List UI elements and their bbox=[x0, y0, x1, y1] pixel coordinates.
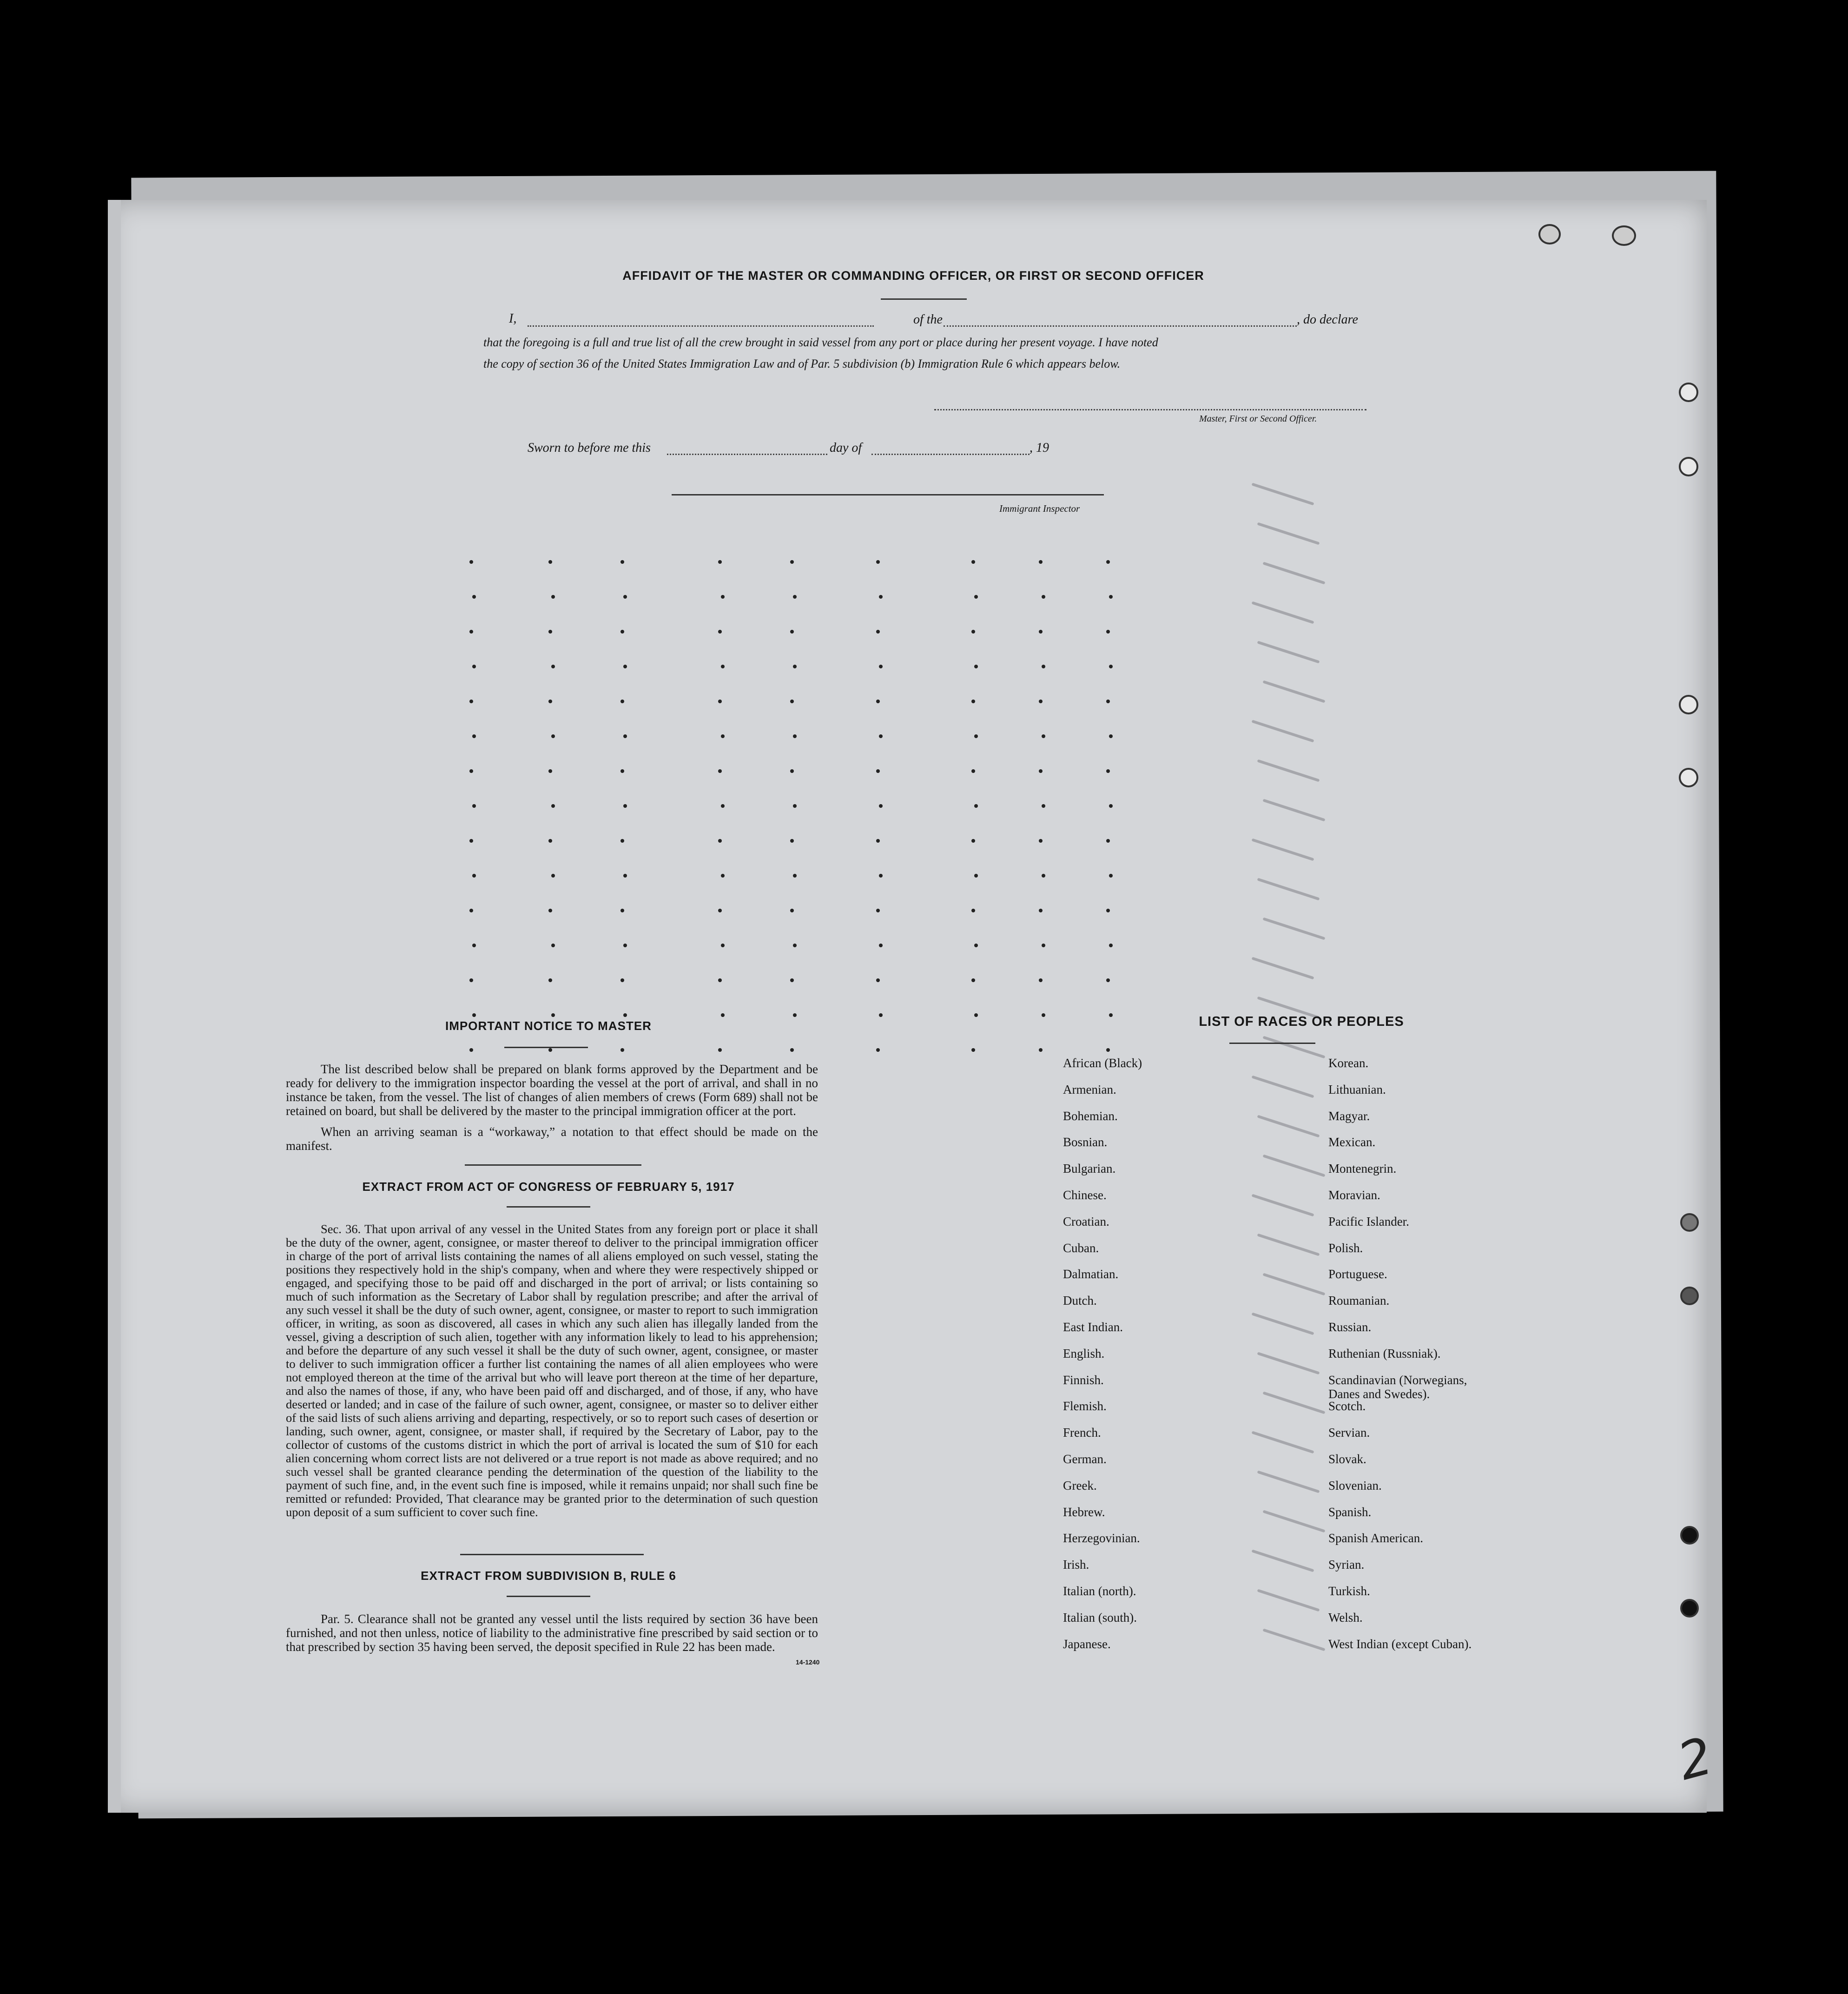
race-item: Pacific Islander. bbox=[1328, 1214, 1409, 1228]
grid-dot bbox=[1109, 665, 1113, 668]
binder-hole bbox=[1680, 1526, 1699, 1545]
race-item: English. bbox=[1063, 1346, 1105, 1360]
grid-dot bbox=[548, 700, 552, 703]
binder-hole bbox=[1538, 224, 1561, 244]
grid-dot bbox=[718, 630, 722, 634]
handwritten-page-number: 2 bbox=[1671, 1726, 1719, 1792]
grid-dot bbox=[620, 630, 624, 634]
grid-dot bbox=[718, 769, 722, 773]
grid-dot bbox=[1042, 595, 1045, 599]
race-item: Moravian. bbox=[1328, 1188, 1380, 1202]
affidavit-line1-middle: of the bbox=[913, 312, 943, 327]
race-item: Syrian. bbox=[1328, 1558, 1365, 1572]
grid-dot bbox=[472, 734, 476, 738]
grid-dot bbox=[971, 700, 975, 703]
grid-dot bbox=[790, 630, 794, 634]
grid-dot bbox=[974, 734, 978, 738]
grid-dot bbox=[1109, 944, 1113, 947]
race-item: Japanese. bbox=[1063, 1637, 1111, 1651]
binder-hole bbox=[1680, 1287, 1699, 1305]
grid-dot bbox=[469, 700, 473, 703]
grid-dot bbox=[793, 1013, 797, 1017]
inspector-caption: Immigrant Inspector bbox=[999, 503, 1080, 514]
grid-dot bbox=[469, 769, 473, 773]
grid-dot bbox=[1109, 804, 1113, 808]
inspector-signature-line[interactable] bbox=[672, 494, 1104, 495]
grid-dot bbox=[469, 978, 473, 982]
grid-dot bbox=[1039, 700, 1043, 703]
grid-dot bbox=[974, 874, 978, 878]
race-item: Servian. bbox=[1328, 1426, 1370, 1440]
grid-dot bbox=[548, 839, 552, 843]
grid-dot bbox=[623, 944, 627, 947]
grid-dot bbox=[620, 909, 624, 912]
master-signature-blank[interactable] bbox=[934, 409, 1366, 410]
grid-dot bbox=[1042, 665, 1045, 668]
grid-dot bbox=[879, 1013, 883, 1017]
vessel-name-blank[interactable] bbox=[944, 325, 1297, 327]
grid-dot bbox=[1039, 769, 1043, 773]
master-name-blank[interactable] bbox=[528, 325, 874, 327]
grid-dot bbox=[551, 1013, 555, 1017]
grid-dot bbox=[620, 978, 624, 982]
grid-dot bbox=[1106, 630, 1110, 634]
grid-dot bbox=[876, 700, 880, 703]
grid-dot bbox=[721, 734, 725, 738]
grid-dot bbox=[876, 839, 880, 843]
grid-dot bbox=[718, 700, 722, 703]
extract-act-separator bbox=[460, 1554, 644, 1555]
grid-dot bbox=[620, 700, 624, 703]
grid-dot bbox=[793, 734, 797, 738]
race-item: Montenegrin. bbox=[1328, 1162, 1397, 1176]
grid-dot bbox=[623, 1013, 627, 1017]
grid-dot bbox=[876, 560, 880, 564]
binder-hole bbox=[1679, 383, 1698, 402]
grid-dot bbox=[1039, 630, 1043, 634]
grid-dot bbox=[551, 595, 555, 599]
grid-dot bbox=[721, 804, 725, 808]
grid-dot bbox=[721, 944, 725, 947]
grid-dot bbox=[1106, 700, 1110, 703]
master-signature-caption: Master, First or Second Officer. bbox=[1199, 414, 1317, 424]
notice-title: IMPORTANT NOTICE TO MASTER bbox=[445, 1019, 652, 1033]
grid-dot bbox=[1039, 978, 1043, 982]
grid-dot bbox=[1109, 595, 1113, 599]
grid-dot bbox=[879, 595, 883, 599]
grid-dot bbox=[620, 1048, 624, 1052]
grid-dot bbox=[551, 804, 555, 808]
notice-separator bbox=[465, 1164, 641, 1166]
race-item: Mexican. bbox=[1328, 1135, 1376, 1149]
grid-dot bbox=[623, 595, 627, 599]
sworn-month-blank[interactable] bbox=[871, 454, 1030, 455]
grid-dot bbox=[793, 804, 797, 808]
grid-dot bbox=[548, 630, 552, 634]
race-item: Bulgarian. bbox=[1063, 1162, 1116, 1176]
race-item: Dutch. bbox=[1063, 1294, 1097, 1308]
grid-dot bbox=[472, 665, 476, 668]
race-item: Spanish. bbox=[1328, 1505, 1372, 1519]
race-item: Scandinavian (Norwegians, Danes and Swedes). bbox=[1328, 1373, 1467, 1401]
grid-dot bbox=[790, 560, 794, 564]
grid-dot bbox=[971, 769, 975, 773]
grid-dot bbox=[974, 595, 978, 599]
race-item: Armenian. bbox=[1063, 1082, 1116, 1096]
grid-dot bbox=[721, 595, 725, 599]
extract-act-rule bbox=[507, 1206, 590, 1208]
grid-dot bbox=[1039, 839, 1043, 843]
grid-dot bbox=[876, 630, 880, 634]
grid-dot bbox=[721, 665, 725, 668]
extract-act-text: Sec. 36. That upon arrival of any vessel in the United States from any foreign port or place it shall be the duty of the owner, agent, consignee, or master thereof to deliver to the principal immigration officer in charge of the port of arrival lists containing the names of all aliens employed on such vessel, stating the positions they respectively hold in the ship's company, when and where they were respectively shipped or engaged, and specifying those to be paid off and discharged in the port of arrival; or lists containing so much of such information as the Secretary of Labor shall by regulation prescribe; and after the arrival of any such vessel it shall be the duty of such owner, agent, consignee, or master to report to such immigration officer, in writing, as soon as discovered, all cases in which any such alien has illegally landed from the vessel, giving a description of such alien, together with any information likely to lead to his apprehension; and before the departure of any such vessel it shall be the duty of such owner, agent, consignee, or master to deliver to such immigration officer a further list containing the names of all alien employees who were not employed thereon at the time of the arrival but who will leave port thereon at the time of her departure, and also the names of those, if any, who have been paid off and discharged, and of those, if any, who have deserted or landed; and in case of the failure of such owner, agent, consignee, or master so to deliver either of the said lists of such aliens arriving and departing, respectively, or so to report such cases of desertion or landing, such owner, agent, consignee, or master shall, if required by the Secretary of Labor, pay to the collector of customs of the customs district in which the port of arrival is located the sum of $10 for each alien concerning whom correct lists are not delivered or a true report is not made as above required; and no such vessel shall be granted clearance pending the determination of the question of the liability to the payment of such fine, and, in the event such fine is imposed, while it remains unpaid; nor shall such fine be remitted or refunded: Provided, That clearance may be granted prior to the determination of such question upon deposit of a sum sufficient to cover such fine. bbox=[286, 1222, 818, 1519]
grid-dot bbox=[718, 560, 722, 564]
race-item: Polish. bbox=[1328, 1241, 1363, 1255]
grid-dot bbox=[469, 1048, 473, 1052]
grid-dot bbox=[623, 665, 627, 668]
grid-dot bbox=[721, 1013, 725, 1017]
races-title-rule bbox=[1229, 1043, 1315, 1044]
affidavit-title-rule bbox=[881, 298, 967, 300]
grid-dot bbox=[876, 909, 880, 912]
race-item: Cuban. bbox=[1063, 1241, 1099, 1255]
notice-paragraph-2: When an arriving seaman is a “workaway,” a notation to that effect should be made on the manifest. bbox=[286, 1125, 818, 1153]
grid-dot bbox=[548, 1048, 552, 1052]
affidavit-line1-suffix: , do declare bbox=[1297, 312, 1358, 327]
grid-dot bbox=[620, 560, 624, 564]
grid-dot bbox=[879, 665, 883, 668]
grid-dot bbox=[1039, 909, 1043, 912]
race-item: Spanish American. bbox=[1328, 1531, 1423, 1545]
grid-dot bbox=[1106, 909, 1110, 912]
grid-dot bbox=[790, 909, 794, 912]
grid-dot bbox=[876, 769, 880, 773]
binder-hole bbox=[1680, 1213, 1699, 1232]
grid-dot bbox=[971, 978, 975, 982]
race-item: African (Black) bbox=[1063, 1056, 1142, 1070]
grid-dot bbox=[1042, 804, 1045, 808]
grid-dot bbox=[548, 769, 552, 773]
race-item: Dalmatian. bbox=[1063, 1267, 1119, 1281]
grid-dot bbox=[472, 804, 476, 808]
grid-dot bbox=[472, 1013, 476, 1017]
grid-dot bbox=[790, 1048, 794, 1052]
grid-dot bbox=[793, 665, 797, 668]
grid-dot bbox=[876, 1048, 880, 1052]
grid-dot bbox=[974, 665, 978, 668]
grid-dot bbox=[623, 804, 627, 808]
race-item: Turkish. bbox=[1328, 1584, 1370, 1598]
binder-hole bbox=[1679, 768, 1698, 787]
binder-hole bbox=[1612, 225, 1636, 246]
grid-dot bbox=[790, 769, 794, 773]
race-item: Korean. bbox=[1328, 1056, 1369, 1070]
sworn-suffix: , 19 bbox=[1030, 441, 1049, 455]
grid-dot bbox=[1042, 1013, 1045, 1017]
sworn-day-blank[interactable] bbox=[667, 454, 827, 455]
grid-dot bbox=[971, 839, 975, 843]
race-item: Greek. bbox=[1063, 1478, 1097, 1492]
grid-dot bbox=[620, 839, 624, 843]
grid-dot bbox=[1106, 560, 1110, 564]
grid-dot bbox=[971, 1048, 975, 1052]
race-item: Ruthenian (Russniak). bbox=[1328, 1346, 1441, 1360]
race-item: Magyar. bbox=[1328, 1109, 1370, 1123]
race-item: Bohemian. bbox=[1063, 1109, 1118, 1123]
grid-dot bbox=[469, 560, 473, 564]
sworn-prefix: Sworn to before me this bbox=[528, 441, 651, 455]
grid-dot bbox=[1106, 769, 1110, 773]
grid-dot bbox=[1039, 1048, 1043, 1052]
race-item: Italian (north). bbox=[1063, 1584, 1136, 1598]
grid-dot bbox=[1039, 560, 1043, 564]
grid-dot bbox=[974, 944, 978, 947]
grid-dot bbox=[469, 630, 473, 634]
grid-dot bbox=[718, 978, 722, 982]
grid-dot bbox=[623, 874, 627, 878]
race-item: Slovenian. bbox=[1328, 1478, 1382, 1492]
extract-rule-rule bbox=[507, 1596, 590, 1597]
races-title: LIST OF RACES OR PEOPLES bbox=[1199, 1014, 1404, 1029]
race-item: German. bbox=[1063, 1452, 1107, 1466]
grid-dot bbox=[790, 978, 794, 982]
binder-hole bbox=[1679, 457, 1698, 476]
grid-dot bbox=[974, 804, 978, 808]
grid-dot bbox=[793, 944, 797, 947]
grid-dot bbox=[623, 734, 627, 738]
grid-dot bbox=[879, 734, 883, 738]
grid-dot bbox=[551, 665, 555, 668]
grid-dot bbox=[551, 874, 555, 878]
grid-dot bbox=[1109, 874, 1113, 878]
affidavit-line3: the copy of section 36 of the United States Immigration Law and of Par. 5 subdivision (b) Immigration Rule 6 which appears below. bbox=[483, 357, 1121, 370]
grid-dot bbox=[790, 839, 794, 843]
affidavit-title: AFFIDAVIT OF THE MASTER OR COMMANDING OFFICER, OR FIRST OR SECOND OFFICER bbox=[622, 269, 1204, 283]
grid-dot bbox=[1042, 874, 1045, 878]
grid-dot bbox=[548, 978, 552, 982]
race-item: Flemish. bbox=[1063, 1399, 1107, 1413]
grid-dot bbox=[974, 1013, 978, 1017]
race-item: Lithuanian. bbox=[1328, 1082, 1386, 1096]
grid-dot bbox=[971, 560, 975, 564]
grid-dot bbox=[879, 874, 883, 878]
extract-rule-title: EXTRACT FROM SUBDIVISION B, RULE 6 bbox=[421, 1569, 676, 1583]
grid-dot bbox=[790, 700, 794, 703]
binder-hole bbox=[1679, 695, 1698, 714]
extract-act-title: EXTRACT FROM ACT OF CONGRESS OF FEBRUARY 5, 1917 bbox=[362, 1180, 735, 1194]
race-item: Slovak. bbox=[1328, 1452, 1366, 1466]
race-item: East Indian. bbox=[1063, 1320, 1123, 1334]
race-item: Herzegovinian. bbox=[1063, 1531, 1140, 1545]
page-edge-shadow bbox=[108, 200, 121, 1813]
grid-dot bbox=[1106, 839, 1110, 843]
race-item: Hebrew. bbox=[1063, 1505, 1105, 1519]
grid-dot bbox=[718, 1048, 722, 1052]
grid-dot bbox=[793, 595, 797, 599]
grid-dot bbox=[1106, 978, 1110, 982]
race-item: West Indian (except Cuban). bbox=[1328, 1637, 1472, 1651]
race-item: French. bbox=[1063, 1426, 1101, 1440]
race-item: Russian. bbox=[1328, 1320, 1372, 1334]
grid-dot bbox=[718, 839, 722, 843]
race-item: Roumanian. bbox=[1328, 1294, 1390, 1308]
race-item: Portuguese. bbox=[1328, 1267, 1387, 1281]
grid-dot bbox=[548, 560, 552, 564]
binder-hole bbox=[1680, 1599, 1699, 1618]
grid-dot bbox=[793, 874, 797, 878]
race-item: Croatian. bbox=[1063, 1214, 1109, 1228]
race-item: Italian (south). bbox=[1063, 1610, 1137, 1624]
notice-title-rule bbox=[504, 1047, 588, 1048]
grid-dot bbox=[718, 909, 722, 912]
extract-rule-text: Par. 5. Clearance shall not be granted any vessel until the lists required by section 36 have been furnished, and not then unless, notice of liability to the administrative fine prescribed by said section or to that prescribed by section 35 having been served, the deposit specified in Rule 22 has been made. bbox=[286, 1612, 818, 1654]
grid-dot bbox=[971, 630, 975, 634]
grid-dot bbox=[472, 944, 476, 947]
notice-paragraph-1: The list described below shall be prepared on blank forms approved by the Department and be ready for delivery to the immigration inspector boarding the vessel at the port of arrival, and shall in no instance be taken, from the vessel. The list of changes of alien members of crews (Form 689) shall not be retained on board, but shall be delivered by the master to the principal immigration officer at the port. bbox=[286, 1062, 818, 1118]
grid-dot bbox=[472, 874, 476, 878]
grid-dot bbox=[721, 874, 725, 878]
grid-dot bbox=[971, 909, 975, 912]
affidavit-line1-prefix: I, bbox=[509, 311, 517, 326]
grid-dot bbox=[876, 978, 880, 982]
grid-dot bbox=[469, 909, 473, 912]
sworn-middle: day of bbox=[830, 441, 862, 455]
grid-dot bbox=[1042, 944, 1045, 947]
grid-dot bbox=[1109, 734, 1113, 738]
grid-dot bbox=[1042, 734, 1045, 738]
race-item: Chinese. bbox=[1063, 1188, 1107, 1202]
grid-dot bbox=[879, 944, 883, 947]
race-item: Welsh. bbox=[1328, 1610, 1363, 1624]
grid-dot bbox=[548, 909, 552, 912]
grid-dot bbox=[469, 839, 473, 843]
grid-dot bbox=[620, 769, 624, 773]
grid-dot bbox=[551, 734, 555, 738]
race-item: Finnish. bbox=[1063, 1373, 1104, 1387]
grid-dot bbox=[1106, 1048, 1110, 1052]
affidavit-line2: that the foregoing is a full and true list of all the crew brought in said vessel from any port or place during her present voyage. I have noted bbox=[483, 336, 1158, 349]
race-item: Scotch. bbox=[1328, 1399, 1366, 1413]
race-item: Bosnian. bbox=[1063, 1135, 1108, 1149]
race-item: Irish. bbox=[1063, 1558, 1089, 1572]
grid-dot bbox=[879, 804, 883, 808]
form-number: 14-1240 bbox=[796, 1658, 820, 1666]
grid-dot bbox=[551, 944, 555, 947]
grid-dot bbox=[472, 595, 476, 599]
